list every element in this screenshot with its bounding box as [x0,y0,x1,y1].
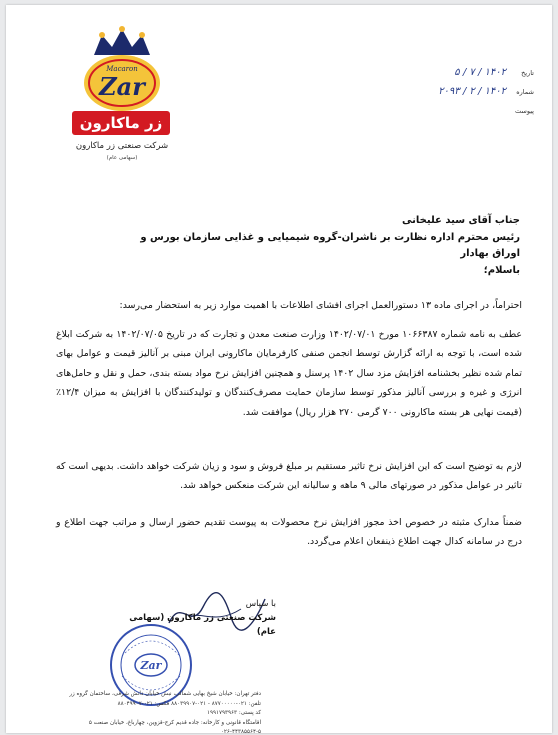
footer-postal-code: کد پستی: ۱۹۹۱۷۹۳۹۶۳ [207,710,261,716]
footer-factory-phone: ۰۲۶-۴۴۳۸۵۵۶۴-۵ [220,729,261,733]
greeting: باسلام؛ [483,264,520,276]
recipient-name: جناب آقای سید علیخانی [402,215,520,226]
svg-text:Zar: Zar [140,659,162,672]
attachment-label: پیوست [515,107,534,115]
company-name: شرکت صنعتی زر ماکارون [75,141,169,151]
company-logo [66,25,178,177]
body-paragraph-attachments: ضمناً مدارک مثبته در خصوص اخذ مجوز افزایش نرخ محصولات به پیوست تقدیم حضور ارسال و مراتب جهت اطلاع و درج در سامانه کدال جهت اطلاع ذینفعان اعلام می‌گردد. [56,517,522,548]
date-value: ۱۴۰۲ / ۷ / ۵ [454,67,506,78]
recipient-block [126,213,520,279]
svg-text:Zar: Zar [99,72,145,101]
footer-phone-fax: تلفن: ۰۲۱-۸۷۷۰۰۰۰۰ - ۰۲۱-۸۸۰۳۹۹۰۷ فکس: ۰۲۱-۸۸۰۴۹۹۰۷ [117,700,261,707]
number-value: ۱۴۰۲ / ۲ / ۲۰۹۳ [438,86,506,97]
brand-name-banner: زر ماکارون [72,111,170,135]
closing-text: با سپاس [245,599,276,609]
signature-company: شرکت صنعتی زر ماکارون (سهامی عام) [129,613,276,637]
number-label: شماره [516,88,534,96]
footer-factory-address: اقامتگاه قانونی و کارخانه: جاده قدیم کرج-قزوین، چهارباغ، خیابان صنعت ۵ [88,719,261,726]
letter-page [6,5,552,733]
date-label: تاریخ [521,69,534,77]
zar-logo-icon [80,25,164,113]
body-paragraph-intro: احتراماً، در اجرای ماده ۱۳ دستورالعمل اجرای افشای اطلاعات با اهمیت موارد زیر به استحضار می‌رسد: [119,300,522,311]
company-type: (سهامی عام) [106,155,138,161]
footer-office-address: دفتر تهران: خیابان شیخ بهایی شمالی، نبش خیابان دانش شرقی، ساختمان گروه زر [69,691,261,697]
body-paragraph-impact: لازم به توضیح است که این افزایش نرخ تاثیر مستقیم بر مبلغ فروش و سود و زیان شرکت خواهد داشت. بدیهی است که تاثیر در عوامل مذکور در صورتهای مالی ۹ ماهه و سالیانه این شرکت منعکس خواهد شد. [56,461,522,492]
recipient-title: رئیس محترم اداره نظارت بر ناشران-گروه شیمیایی و غذایی سازمان بورس و اوراق بهادار [140,231,520,259]
logo-subtext: Macaron [106,65,138,73]
letter-meta [429,67,534,124]
body-paragraph-main: عطف به نامه شماره ۱۰۶۶۳۸۷ مورخ ۱۴۰۲/۰۷/۰۱ وزارت صنعت معدن و تجارت که در تاریخ ۱۴۰۲/۰۷/۰۵ به شرکت ابلاغ شده است، با توجه به ارائه گزارش توسط انجمن صنفی کارفرمایان ماکارونی ایران مبنی بر آنالیز قیمت و عوامل بهای تمام شده نظیر بخشنامه افزایش مزد سال ۱۴۰۲ پرسنل و همچنین افزایش نرخ مواد بسته بندی، حمل و نقل و حامل‌های انرژی و غیره و بررسی آنالیز مذکور توسط سازمان حمایت مصرف‌کنندگان و تولیدکنندگان با افزایش به میزان ۱۲/۴٪ (قیمت نهایی هر بسته ماکارونی ۷۰۰ گرمی ۲۷۰ هزار ریال) موافقت شد. [56,329,522,418]
letter-footer [16,690,261,733]
